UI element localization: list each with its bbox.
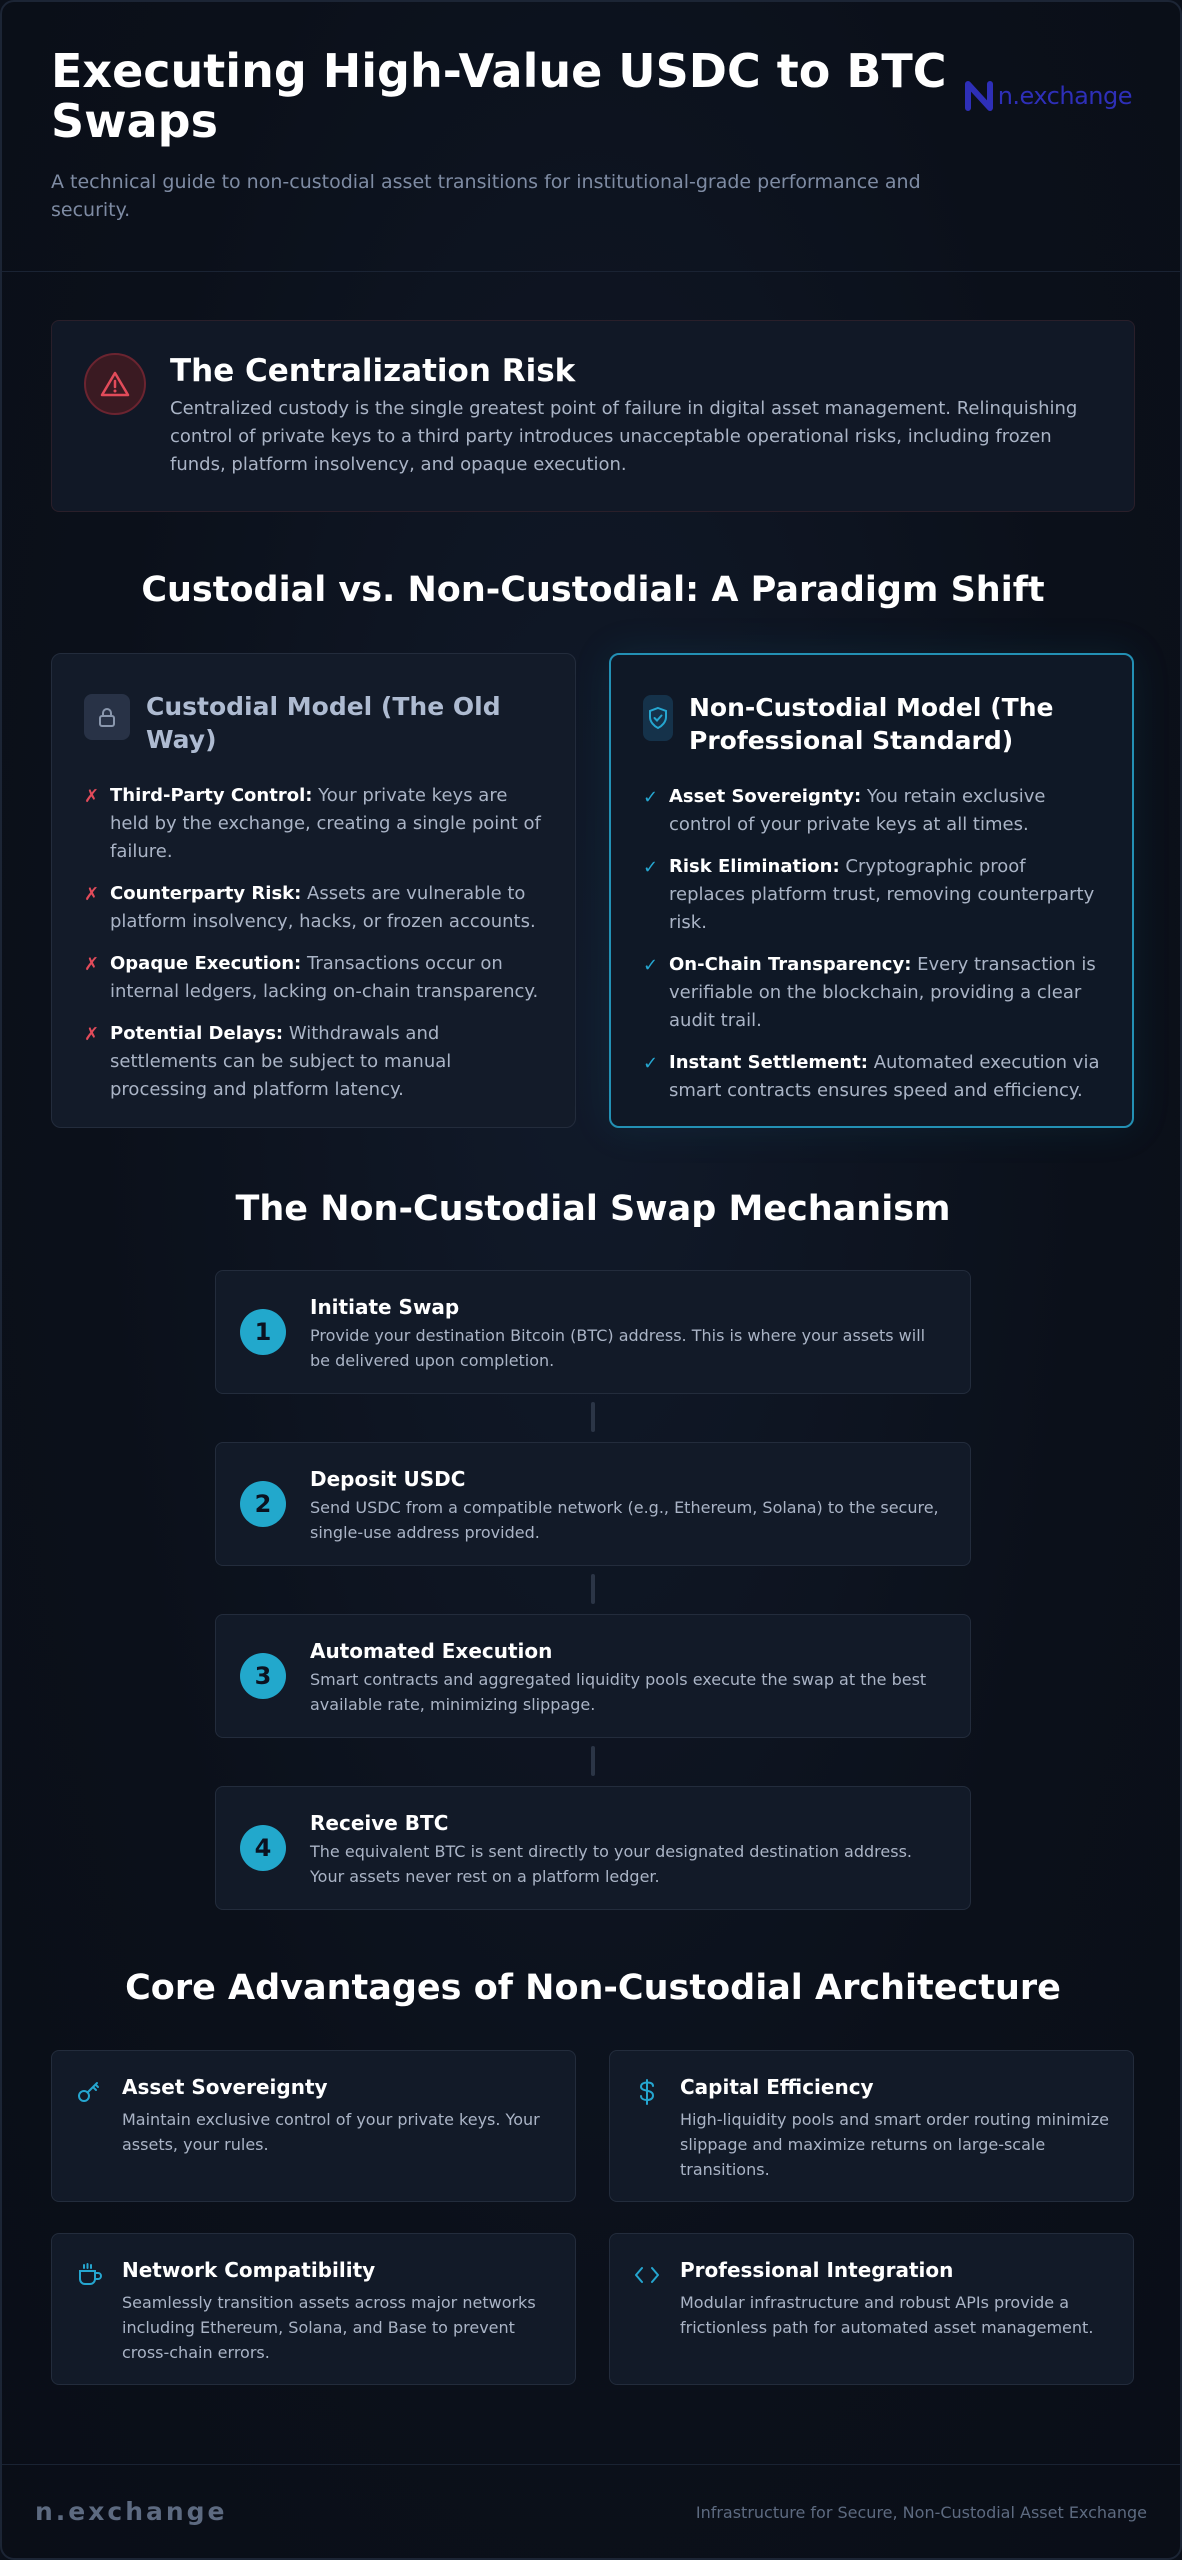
custodial-drawbacks-list (84, 782, 543, 1104)
item-label: Potential Delays: (110, 1023, 284, 1044)
code-icon (632, 2260, 662, 2290)
warning-triangle-icon (84, 353, 146, 415)
plug-icon (74, 2260, 104, 2290)
item-text: Your private keys are held by the exchange, creating a single point of failure. (110, 785, 541, 862)
non-custodial-benefits-list (643, 783, 1100, 1105)
step-card-1 (215, 1270, 971, 1394)
step-title: Initiate Swap (310, 1295, 460, 1319)
item-text: You retain exclusive control of your private keys at all times. (669, 786, 1046, 835)
list-item (84, 880, 543, 936)
advantage-description: Modular infrastructure and robust APIs provide a frictionless path for automated asset management. (680, 2293, 1094, 2337)
item-text: Transactions occur on internal ledgers, lacking on-chain transparency. (110, 953, 539, 1002)
check-icon: ✓ (643, 955, 659, 976)
check-icon: ✓ (643, 1053, 659, 1074)
footer-tagline: Infrastructure for Secure, Non-Custodial Asset Exchange (695, 2503, 1147, 2522)
advantage-title: Asset Sovereignty (122, 2075, 328, 2099)
item-text: Withdrawals and settlements can be subject to manual processing and platform latency. (110, 1023, 452, 1100)
custodial-model-title: Custodial Model (The Old Way) (146, 692, 501, 754)
n-logo-icon (964, 80, 994, 112)
item-text: Cryptographic proof replaces platform trust, removing counterparty risk. (669, 856, 1095, 933)
advantage-title: Capital Efficiency (680, 2075, 874, 2099)
step-number: 4 (240, 1825, 286, 1871)
advantage-description: Seamlessly transition assets across major networks including Ethereum, Solana, and Base to prevent cross-chain errors. (122, 2293, 536, 2362)
page-title: Executing High-Value USDC to BTC Swaps (51, 44, 947, 148)
list-item (643, 951, 1100, 1035)
key-icon (74, 2077, 104, 2107)
cross-icon: ✗ (84, 1024, 100, 1045)
item-label: Third-Party Control: (110, 785, 313, 806)
advantage-card-capital-efficiency (609, 2050, 1134, 2202)
page-footer (2, 2464, 1180, 2560)
step-description: The equivalent BTC is sent directly to your designated destination address. Your assets never rest on a platform ledger. (310, 1842, 912, 1886)
step-connector (591, 1746, 595, 1776)
advantage-description: Maintain exclusive control of your private keys. Your assets, your rules. (122, 2110, 540, 2154)
advantage-card-professional-integration (609, 2233, 1134, 2385)
item-label: On-Chain Transparency: (669, 954, 912, 975)
footer-brand[interactable]: n.exchange (35, 2497, 228, 2526)
check-icon: ✓ (643, 857, 659, 878)
list-item (84, 950, 543, 1006)
shield-check-icon (643, 695, 673, 741)
item-text: Assets are vulnerable to platform insolvency, hacks, or frozen accounts. (110, 883, 536, 932)
step-description: Smart contracts and aggregated liquidity pools execute the swap at the best available rate, minimizing slippage. (310, 1670, 927, 1714)
cross-icon: ✗ (84, 786, 100, 807)
step-description: Provide your destination Bitcoin (BTC) address. This is where your assets will be delivered upon completion. (310, 1326, 926, 1370)
step-description: Send USDC from a compatible network (e.g., Ethereum, Solana) to the secure, single-use address provided. (310, 1498, 939, 1542)
step-title: Automated Execution (310, 1639, 553, 1663)
custodial-model-card (51, 653, 576, 1128)
advantage-title: Network Compatibility (122, 2258, 376, 2282)
list-item (643, 783, 1100, 839)
advantage-card-network-compatibility (51, 2233, 576, 2385)
list-item (84, 1020, 543, 1104)
item-label: Instant Settlement: (669, 1052, 869, 1073)
mechanism-heading: The Non-Custodial Swap Mechanism (235, 1189, 951, 1229)
item-text: Every transaction is verifiable on the blockchain, providing a clear audit trail. (669, 954, 1096, 1031)
step-card-2 (215, 1442, 971, 1566)
dollar-icon (632, 2077, 662, 2107)
list-item (643, 853, 1100, 937)
non-custodial-model-title: Non-Custodial Model (The Professional Standard) (689, 693, 1054, 755)
advantage-description: High-liquidity pools and smart order routing minimize slippage and maximize returns on large-scale transitions. (680, 2110, 1109, 2179)
logo-text: n.exchange (997, 82, 1132, 110)
list-item (84, 782, 543, 866)
step-title: Receive BTC (310, 1811, 449, 1835)
list-item (643, 1049, 1100, 1105)
step-card-4 (215, 1786, 971, 1910)
step-connector (591, 1574, 595, 1604)
centralization-risk-card (51, 320, 1135, 512)
item-label: Opaque Execution: (110, 953, 302, 974)
step-connector (591, 1402, 595, 1432)
step-number: 1 (240, 1309, 286, 1355)
check-icon: ✓ (643, 787, 659, 808)
advantage-card-asset-sovereignty (51, 2050, 576, 2202)
comparison-heading: Custodial vs. Non-Custodial: A Paradigm Shift (141, 570, 1045, 610)
risk-title: The Centralization Risk (170, 353, 576, 389)
cross-icon: ✗ (84, 884, 100, 905)
lock-icon (84, 694, 130, 740)
step-number: 2 (240, 1481, 286, 1527)
step-card-3 (215, 1614, 971, 1738)
page-header (2, 2, 1180, 272)
step-number: 3 (240, 1653, 286, 1699)
item-label: Counterparty Risk: (110, 883, 302, 904)
brand-logo[interactable] (964, 80, 1132, 112)
page-subtitle: A technical guide to non-custodial asset transitions for institutional-grade performance and security. (51, 171, 921, 221)
risk-description: Centralized custody is the single greatest point of failure in digital asset management. Relinquishing control of private keys to a third party introduces unacceptable operational risks, including frozen funds, platform insolvency, and opaque execution. (170, 398, 1078, 475)
item-label: Asset Sovereignty: (669, 786, 862, 807)
advantage-title: Professional Integration (680, 2258, 954, 2282)
non-custodial-model-card (609, 653, 1134, 1128)
advantages-heading: Core Advantages of Non-Custodial Architecture (125, 1968, 1061, 2008)
step-title: Deposit USDC (310, 1467, 466, 1491)
cross-icon: ✗ (84, 954, 100, 975)
item-text: Automated execution via smart contracts ensures speed and efficiency. (669, 1052, 1100, 1101)
item-label: Risk Elimination: (669, 856, 840, 877)
